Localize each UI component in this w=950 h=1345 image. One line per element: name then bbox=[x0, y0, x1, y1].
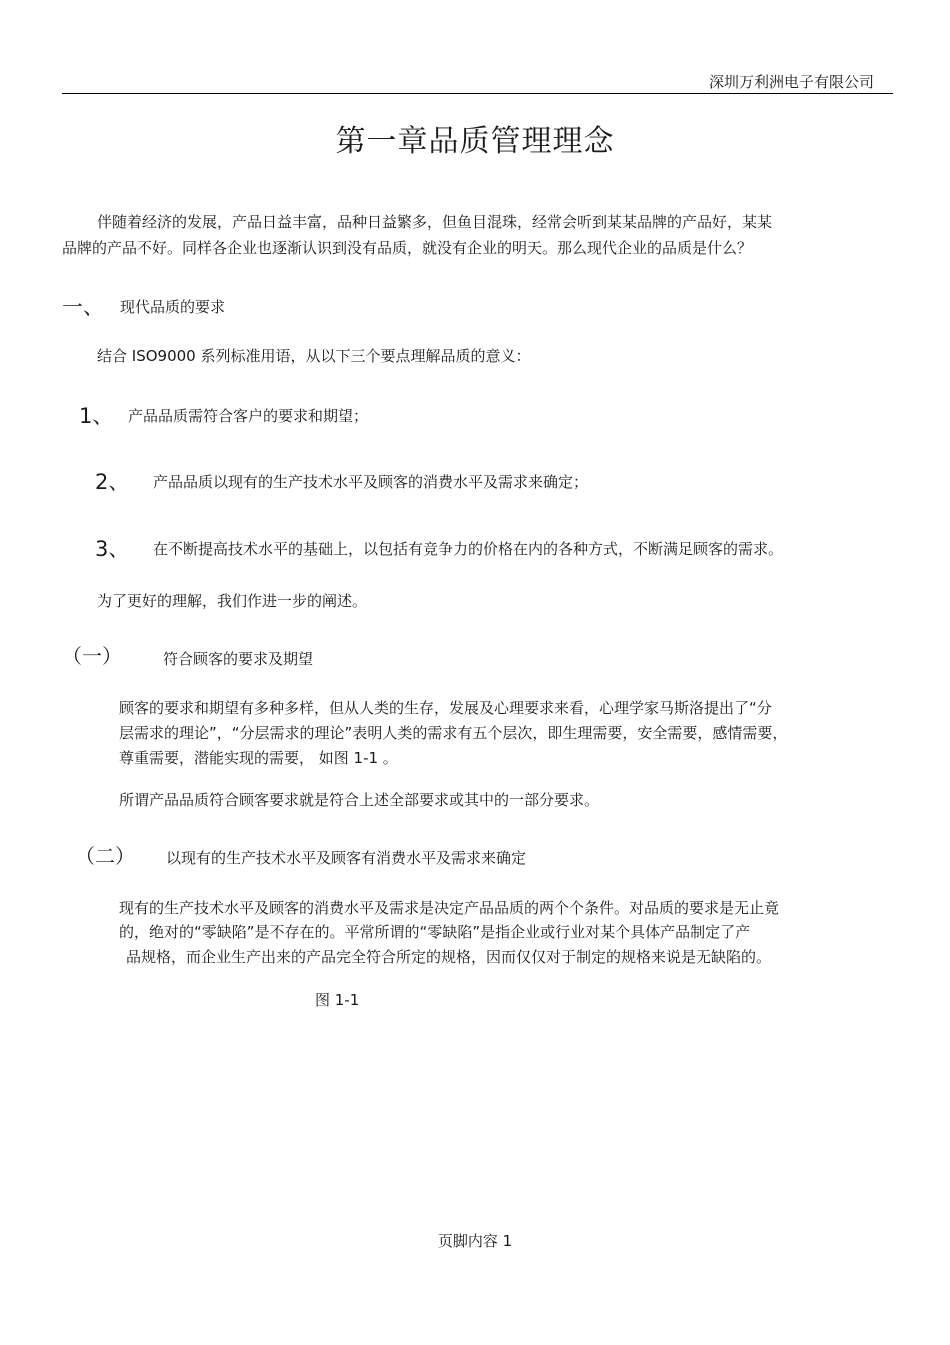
chapter-title: 第一章品质管理理念 bbox=[335, 124, 615, 159]
sub1-closing: 所谓产品品质符合顾客要求就是符合上述全部要求或其中的一部分要求。 bbox=[119, 791, 600, 809]
point-3-text: 在不断提高技术水平的基础上，以包括有竞争力的价格在内的各种方式，不断满足顾客的需求。 bbox=[153, 540, 784, 558]
sub2-line-1: 现有的生产技术水平及顾客的消费水平及需求是决定产品品质的两个个条件。对品质的要求是无止竟 bbox=[119, 899, 780, 917]
page-footer: 页脚内容 1 bbox=[437, 1232, 513, 1250]
intro-line-2: 品牌的产品不好。同样各企业也逐渐认识到没有品质，就没有企业的明天。那么现代企业的品质是什么？ bbox=[62, 239, 753, 257]
section1-lead: 结合 ISO9000 系列标准用语，从以下三个要点理解品质的意义： bbox=[97, 347, 531, 365]
intro-line-1: 伴随着经济的发展，产品日益丰富，品种日益繁多，但鱼目混珠，经常会听到某某品牌的产品好，某某 bbox=[97, 213, 773, 231]
point-1-number: 1、 bbox=[79, 404, 114, 428]
sub2-line-2: 的，绝对的“零缺陷”是不存在的。平常所谓的“零缺陷”是指企业或行业对某个具体产品制定了产 bbox=[119, 923, 751, 941]
sub1-line-1: 顾客的要求和期望有多种多样，但从人类的生存，发展及心理要求来看，心理学家马斯洛提出了“分 bbox=[119, 699, 772, 717]
sub1-heading: 符合顾客的要求及期望 bbox=[163, 650, 314, 668]
point-1-text: 产品品质需符合客户的要求和期望； bbox=[128, 407, 369, 425]
header-company-name: 深圳万利洲电子有限公司 bbox=[708, 73, 874, 91]
section1-transition: 为了更好的理解，我们作进一步的阐述。 bbox=[97, 592, 368, 610]
figure-caption: 图 1-1 bbox=[315, 991, 360, 1009]
sub1-number: （一） bbox=[62, 644, 122, 668]
header-divider bbox=[62, 93, 893, 94]
point-2-number: 2、 bbox=[95, 470, 130, 494]
sub2-number: （二） bbox=[75, 844, 135, 868]
sub2-line-3: 品规格，而企业生产出来的产品完全符合所定的规格，因而仅仅对于制定的规格来说是无缺陷的。 bbox=[126, 948, 772, 966]
section1-number: 一、 bbox=[62, 295, 104, 319]
point-3-number: 3、 bbox=[95, 537, 130, 561]
sub1-line-2: 层需求的理论”，“分层需求的理论”表明人类的需求有五个层次，即生理需要，安全需要，感情需要， bbox=[119, 724, 788, 742]
sub2-heading: 以现有的生产技术水平及顾客有消费水平及需求来确定 bbox=[166, 849, 527, 867]
sub1-line-3: 尊重需要，潜能实现的需要， 如图 1-1 。 bbox=[119, 749, 398, 767]
section1-heading: 现代品质的要求 bbox=[120, 298, 226, 316]
point-2-text: 产品品质以现有的生产技术水平及顾客的消费水平及需求来确定； bbox=[153, 473, 589, 491]
